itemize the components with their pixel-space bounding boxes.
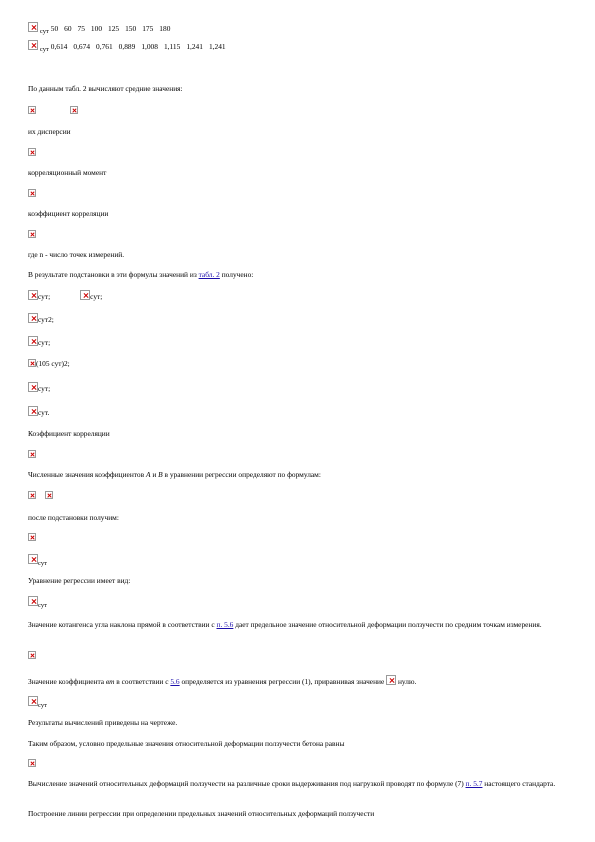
broken-image-icon (28, 406, 38, 416)
broken-image-icon (28, 651, 36, 659)
paragraph: Результаты вычислений приведены на чертеже. (28, 718, 178, 727)
table-cell: 1,241 (186, 42, 203, 51)
paragraph: Таким образом, условно предельные значения относительной деформации ползучести бетона равны (28, 739, 345, 748)
paragraph: Построение линии регрессии при определении предельных значений относительных деформаций ползучести (28, 809, 375, 818)
broken-image-icon (28, 450, 36, 458)
table-cell: 50 (50, 24, 59, 33)
table-row (28, 22, 176, 35)
result-line: сут; (28, 382, 50, 394)
paragraph: корреляционный момент (28, 168, 107, 177)
result-line: сут (28, 554, 47, 567)
paragraph: Вычисление значений относительных деформаций ползучести на различные сроки выдерживания под нагрузкой проводят по формуле (7) п. 5.7 настоящего стандарта. (28, 779, 556, 788)
paragraph: Коэффициент корреляции (28, 429, 110, 438)
table-cell: 125 (108, 24, 120, 33)
table-cell: 1,008 (141, 42, 158, 51)
row-values (51, 24, 177, 33)
broken-image-icon (28, 148, 36, 156)
broken-image-icon (28, 189, 36, 197)
result-line: сут; (28, 336, 50, 348)
table-cell: 0,614 (50, 42, 68, 51)
broken-image-icon (28, 533, 36, 541)
formula-images (28, 491, 53, 501)
row-values (51, 42, 232, 51)
paragraph: Значение котангенса угла наклона прямой в соответствии с п. 5.6 дает предельное значение относительной деформации ползучести по средним точкам измерения. (28, 620, 542, 629)
row-label: сут (39, 46, 49, 53)
broken-image-icon (70, 106, 78, 114)
broken-image-icon (28, 696, 38, 706)
paragraph: В результате подстановки в эти формулы значений из табл. 2 получено: (28, 270, 254, 279)
formula-image (28, 148, 36, 158)
formula-images (28, 106, 78, 116)
table-cell: 0,674 (73, 42, 91, 51)
link-section-5-6[interactable]: п. 5.6 (216, 620, 234, 629)
row-label: сут (39, 28, 49, 35)
table-cell: 0,761 (96, 42, 113, 51)
broken-image-icon (80, 290, 90, 300)
formula-image (28, 533, 36, 543)
broken-image-icon (28, 22, 38, 32)
result-line: сут (28, 596, 47, 609)
broken-image-icon (28, 290, 38, 300)
paragraph: где n - число точек измерений. (28, 250, 125, 259)
link-5-6[interactable]: 5.6 (170, 677, 180, 686)
paragraph: Уравнение регрессии имеет вид: (28, 576, 131, 585)
result-line: сут (28, 696, 47, 709)
broken-image-icon (28, 230, 36, 238)
table-cell: 1,241 (208, 42, 226, 51)
formula-image (28, 651, 36, 661)
formula-image (28, 450, 36, 460)
broken-image-icon (28, 313, 38, 323)
paragraph: после подстановки получим: (28, 513, 119, 522)
link-table-2[interactable]: табл. 2 (198, 270, 220, 279)
table-cell: 1,115 (163, 42, 181, 51)
link-section-5-7[interactable]: п. 5.7 (465, 779, 483, 788)
broken-image-icon (28, 759, 36, 767)
result-line: сут. (28, 406, 49, 418)
broken-image-icon (28, 40, 38, 50)
formula-image (28, 189, 36, 199)
table-cell: 150 (125, 24, 137, 33)
formula-image (28, 230, 36, 240)
broken-image-icon (28, 336, 38, 346)
paragraph: коэффициент корреляции (28, 209, 109, 218)
table-cell: 100 (90, 24, 103, 33)
paragraph: По данным табл. 2 вычисляют средние значения: (28, 84, 183, 93)
table-cell: 175 (142, 24, 154, 33)
paragraph: Значение коэффициента вт в соответствии с 5.6 определяется из уравнения регрессии (1), приравнивая значение нулю. (28, 677, 417, 686)
broken-image-icon (45, 491, 53, 499)
result-line: сут2; (28, 313, 54, 325)
broken-image-icon (28, 382, 38, 392)
table-cell: 0,889 (118, 42, 136, 51)
table-cell: 60 (64, 24, 72, 33)
result-line: (105 сут)2; (28, 359, 70, 369)
broken-image-icon (28, 554, 38, 564)
broken-image-icon (28, 491, 36, 499)
broken-image-icon (28, 596, 38, 606)
table-cell: 180 (159, 24, 171, 33)
paragraph: их дисперсии (28, 127, 71, 136)
broken-image-icon (28, 359, 36, 367)
table-cell: 75 (77, 24, 85, 33)
result-line: сут; сут; (28, 290, 102, 302)
broken-image-icon (28, 106, 36, 114)
formula-image (28, 759, 36, 769)
paragraph: Численные значения коэффициентов A и B в уравнении регрессии определяют по формулам: (28, 470, 321, 479)
table-row (28, 40, 232, 53)
broken-image-icon (386, 675, 396, 685)
